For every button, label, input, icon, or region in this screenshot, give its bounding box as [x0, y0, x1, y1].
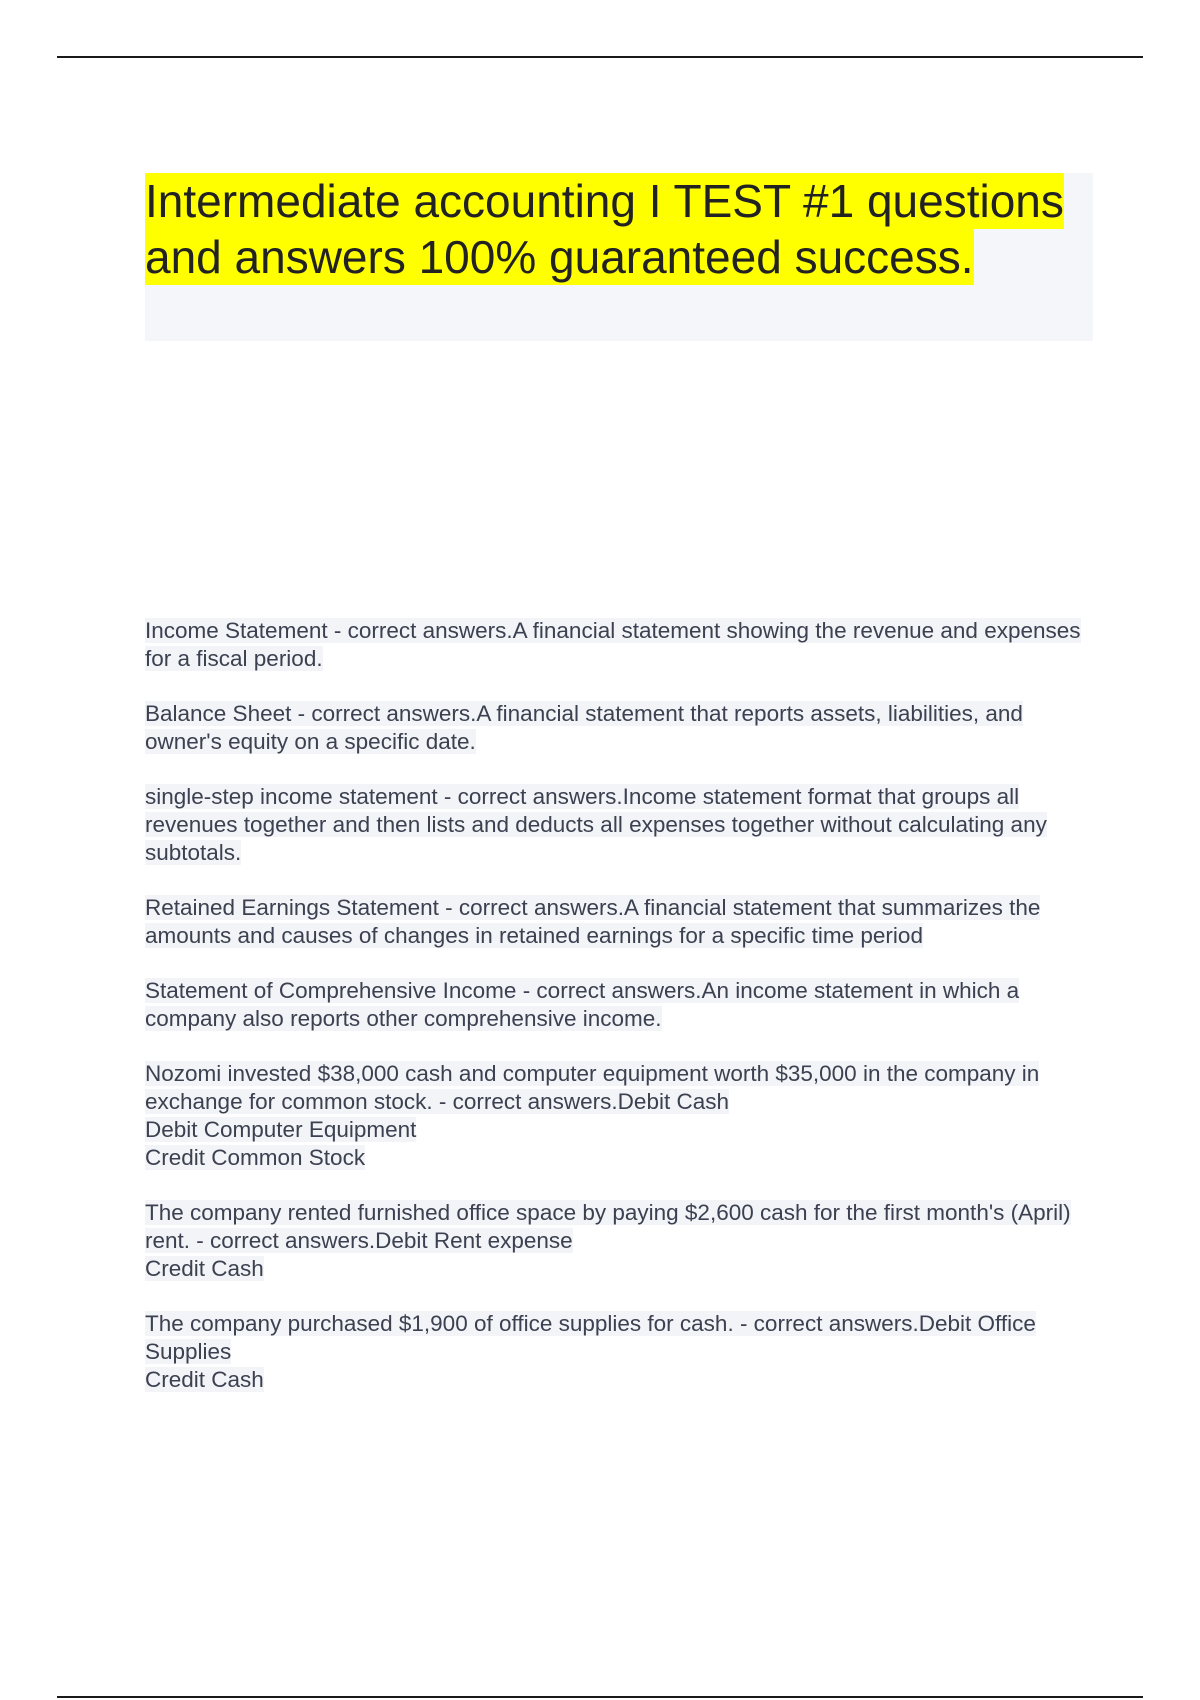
journal-line: Credit Cash	[145, 1367, 264, 1392]
bottom-rule	[57, 1696, 1143, 1698]
qa-item-retained-earnings-statement: Retained Earnings Statement - correct answers.A financial statement that summarizes the amounts and causes of changes in retained earnings for a specific time period	[145, 895, 1041, 948]
qa-item-office-rent: The company rented furnished office space by paying $2,600 cash for the first month's (April) rent. - correct answers.Debit Rent expense Credit Cash	[145, 1199, 1093, 1283]
qa-item-office-supplies: The company purchased $1,900 of office supplies for cash. - correct answers.Debit Office Supplies Credit Cash	[145, 1310, 1093, 1394]
journal-line: Credit Cash	[145, 1256, 264, 1281]
top-rule	[57, 56, 1143, 58]
journal-line: Credit Common Stock	[145, 1145, 366, 1170]
qa-item-single-step-income-statement: single-step income statement - correct answers.Income statement format that groups all revenues together and then lists and deducts all expenses together without calculating any subtotals.	[145, 784, 1047, 865]
qa-item-balance-sheet: Balance Sheet - correct answers.A financial statement that reports assets, liabilities, and owner's equity on a specific date.	[145, 701, 1023, 754]
qa-item-income-statement: Income Statement - correct answers.A financial statement showing the revenue and expenses for a fiscal period.	[145, 618, 1081, 671]
qa-item-comprehensive-income: Statement of Comprehensive Income - correct answers.An income statement in which a company also reports other comprehensive income.	[145, 978, 1020, 1031]
qa-list	[145, 617, 1093, 1421]
document-title: Intermediate accounting I TEST #1 questions and answers 100% guaranteed success.	[145, 175, 1064, 283]
qa-item-nozomi-investment: Nozomi invested $38,000 cash and computer equipment worth $35,000 in the company in exchange for common stock. - correct answers.Debit Cash Debit Computer Equipment Credit Common Stock	[145, 1060, 1093, 1172]
title-block	[145, 173, 1093, 341]
journal-line: Debit Computer Equipment	[145, 1117, 417, 1142]
